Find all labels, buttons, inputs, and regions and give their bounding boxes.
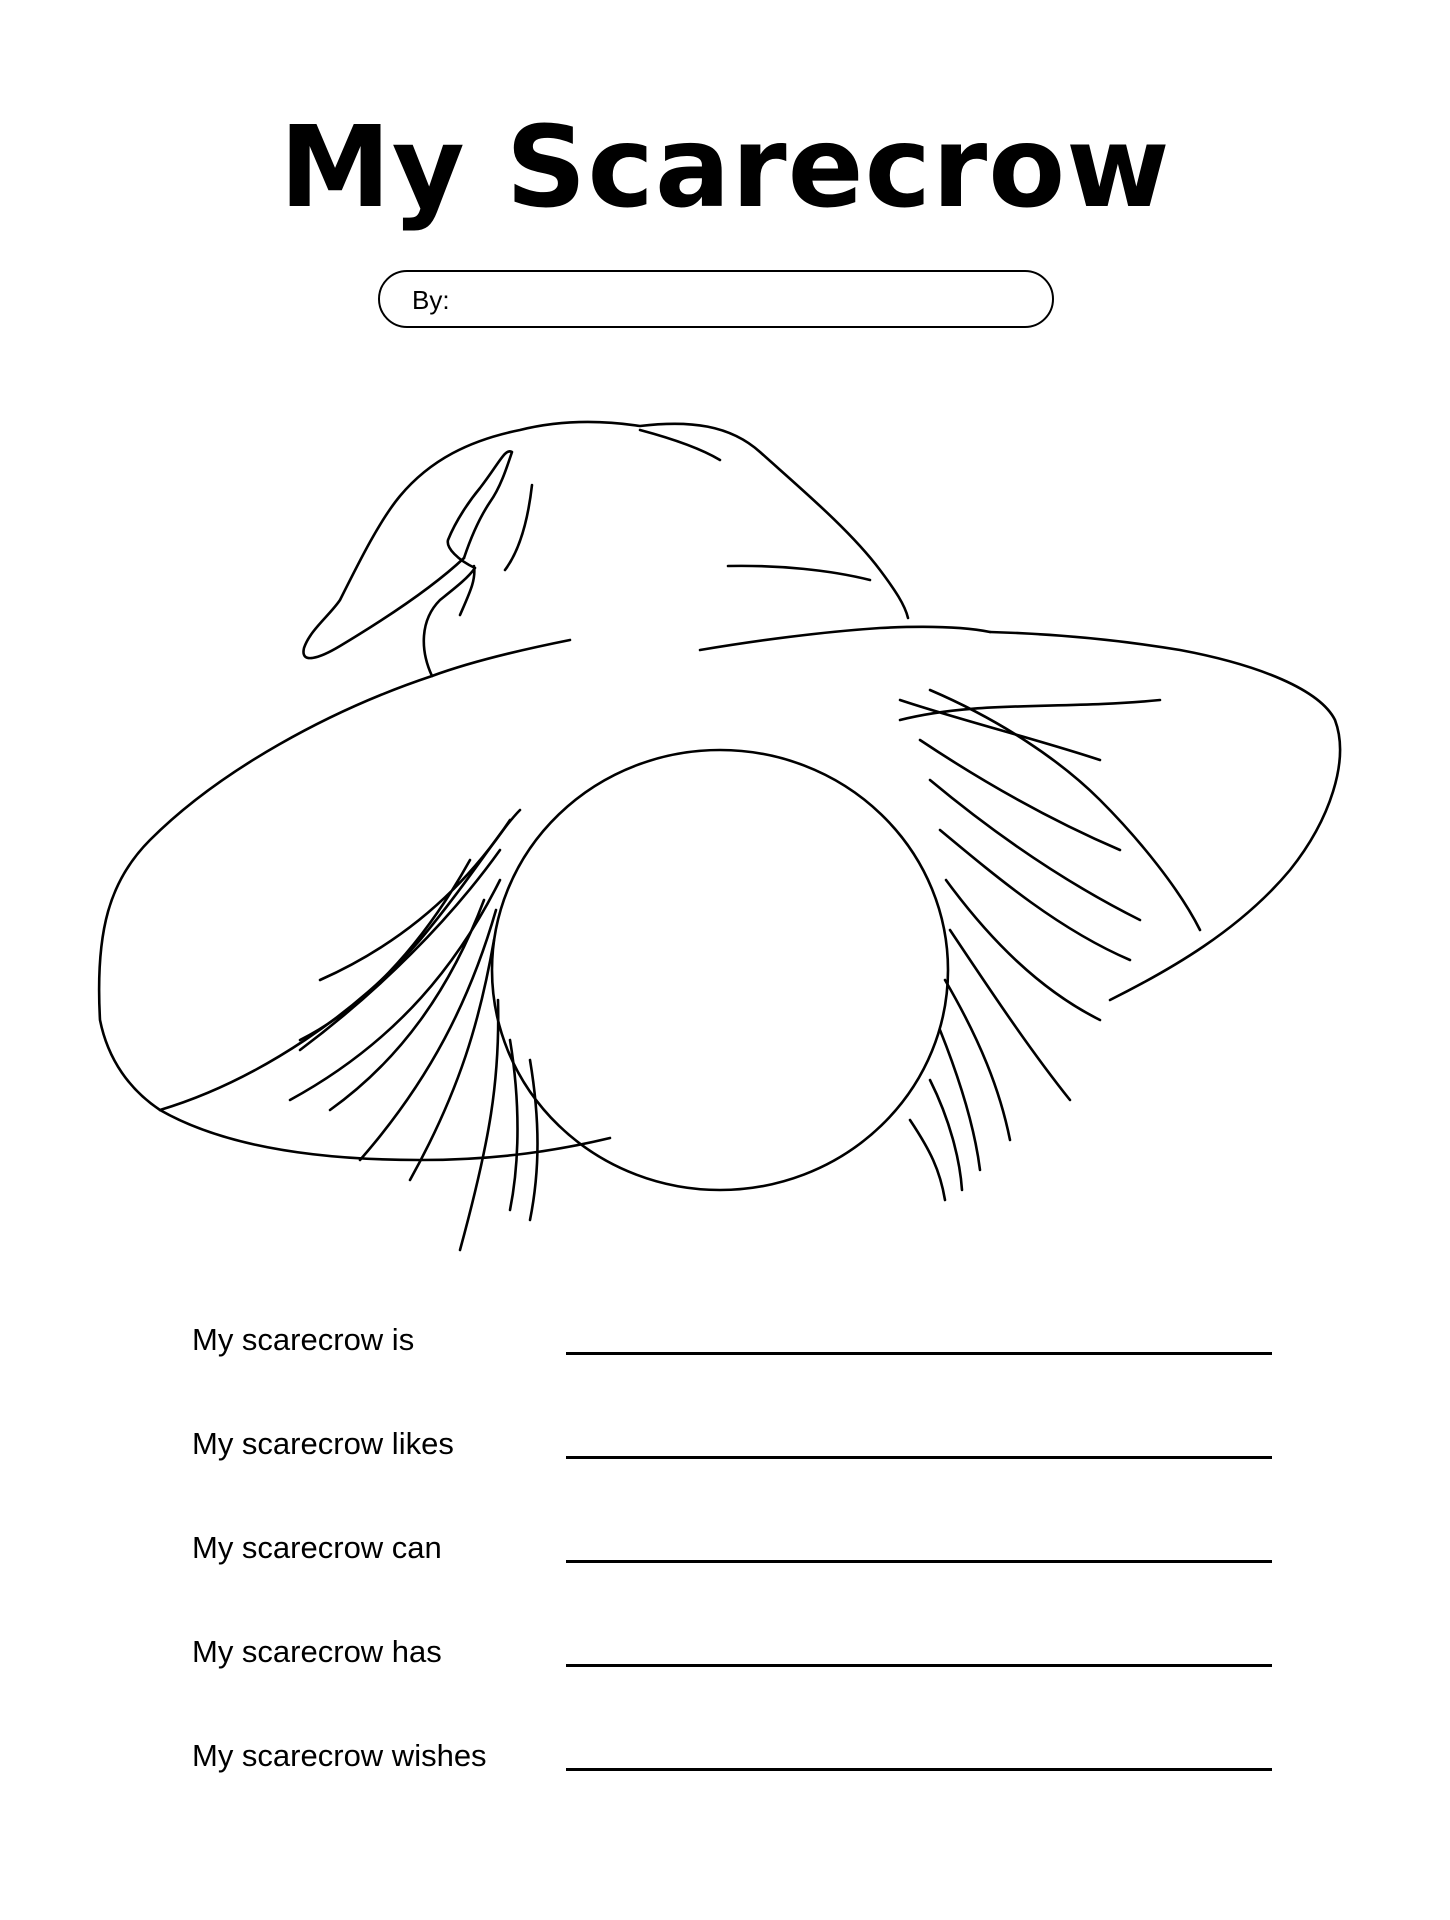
- prompt-answer-line[interactable]: [566, 1560, 1272, 1563]
- prompt-row-can[interactable]: [192, 1518, 1272, 1578]
- hat-tip: [303, 422, 908, 658]
- prompt-row-is[interactable]: [192, 1310, 1272, 1370]
- author-name-box[interactable]: [378, 270, 1054, 328]
- prompt-label: My scarecrow likes: [192, 1426, 454, 1461]
- prompt-answer-line[interactable]: [566, 1664, 1272, 1667]
- hat-band: [432, 627, 990, 676]
- prompt-row-likes[interactable]: [192, 1414, 1272, 1474]
- author-name-input[interactable]: [470, 280, 1034, 322]
- prompt-list: [0, 1310, 1450, 1830]
- author-label: By:: [412, 285, 450, 315]
- prompt-row-wishes[interactable]: [192, 1726, 1272, 1786]
- hat-fold: [460, 430, 870, 615]
- face-circle: [492, 750, 948, 1190]
- prompt-label: My scarecrow has: [192, 1634, 442, 1669]
- page-title: My Scarecrow: [279, 103, 1171, 233]
- scarecrow-illustration: [0, 390, 1450, 1290]
- prompt-answer-line[interactable]: [566, 1456, 1272, 1459]
- hat-crown: [424, 451, 512, 676]
- prompt-answer-line[interactable]: [566, 1352, 1272, 1355]
- prompt-label: My scarecrow wishes: [192, 1738, 487, 1773]
- straw-hair-right: [900, 700, 1160, 1200]
- prompt-label: My scarecrow can: [192, 1530, 442, 1565]
- prompt-row-has[interactable]: [192, 1622, 1272, 1682]
- prompt-label: My scarecrow is: [192, 1322, 415, 1357]
- scarecrow-hat-face-outline-icon: [99, 422, 1340, 1250]
- hat-brim: [99, 632, 1340, 1160]
- prompt-answer-line[interactable]: [566, 1768, 1272, 1771]
- straw-hair-left: [290, 820, 538, 1250]
